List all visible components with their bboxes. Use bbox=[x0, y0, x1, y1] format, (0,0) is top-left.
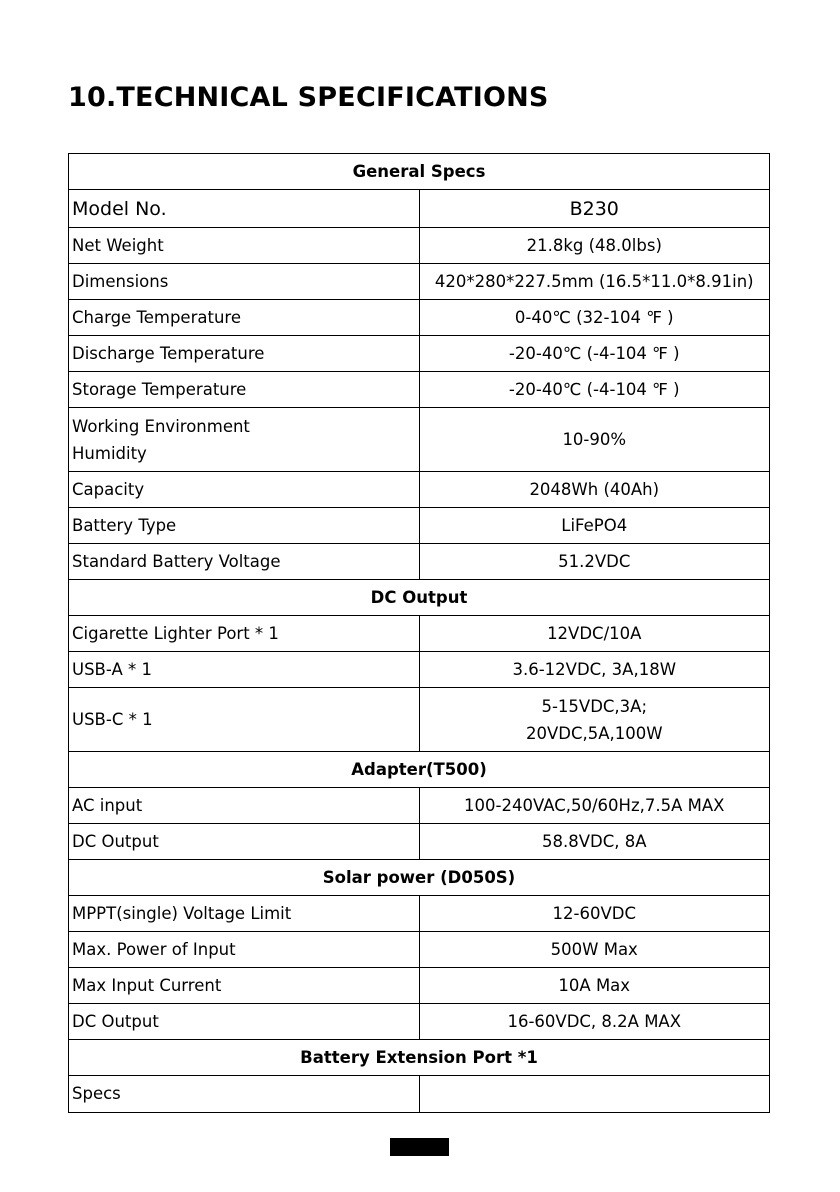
page-title: 10.TECHNICAL SPECIFICATIONS bbox=[68, 82, 549, 113]
section-header-row bbox=[69, 1040, 770, 1076]
specs-table-body bbox=[69, 154, 770, 1113]
spec-row bbox=[69, 824, 770, 860]
spec-label: Max Input Current bbox=[69, 968, 420, 1004]
spec-row bbox=[69, 788, 770, 824]
spec-value: 16-60VDC, 8.2A MAX bbox=[419, 1004, 770, 1040]
section-header-row bbox=[69, 580, 770, 616]
spec-label: DC Output bbox=[69, 1004, 420, 1040]
section-header-row bbox=[69, 154, 770, 190]
spec-label: Charge Temperature bbox=[69, 300, 420, 336]
spec-row bbox=[69, 616, 770, 652]
spec-label: USB-C * 1 bbox=[69, 688, 420, 752]
spec-row bbox=[69, 300, 770, 336]
spec-value: 12-60VDC bbox=[419, 896, 770, 932]
spec-label: Model No. bbox=[69, 190, 420, 228]
spec-row bbox=[69, 1004, 770, 1040]
section-header: General Specs bbox=[69, 154, 770, 190]
spec-row bbox=[69, 652, 770, 688]
spec-value: 420*280*227.5mm (16.5*11.0*8.91in) bbox=[419, 264, 770, 300]
specs-table bbox=[68, 153, 770, 1113]
spec-label: Battery Type bbox=[69, 508, 420, 544]
spec-label-line: Humidity bbox=[72, 443, 147, 463]
spec-value: 3.6-12VDC, 3A,18W bbox=[419, 652, 770, 688]
spec-row bbox=[69, 190, 770, 228]
spec-label: Storage Temperature bbox=[69, 372, 420, 408]
spec-row bbox=[69, 968, 770, 1004]
spec-value: LiFePO4 bbox=[419, 508, 770, 544]
spec-label: Max. Power of Input bbox=[69, 932, 420, 968]
spec-label: DC Output bbox=[69, 824, 420, 860]
spec-label: Cigarette Lighter Port * 1 bbox=[69, 616, 420, 652]
spec-row bbox=[69, 896, 770, 932]
spec-value: -20-40℃ (-4-104 ℉ ) bbox=[419, 336, 770, 372]
spec-label: MPPT(single) Voltage Limit bbox=[69, 896, 420, 932]
spec-value: 2048Wh (40Ah) bbox=[419, 472, 770, 508]
section-header: Adapter(T500) bbox=[69, 752, 770, 788]
spec-row bbox=[69, 264, 770, 300]
spec-row bbox=[69, 544, 770, 580]
spec-value: 21.8kg (48.0lbs) bbox=[419, 228, 770, 264]
spec-row bbox=[69, 508, 770, 544]
spec-value: 10A Max bbox=[419, 968, 770, 1004]
spec-row bbox=[69, 228, 770, 264]
section-header-row bbox=[69, 860, 770, 896]
spec-label: Standard Battery Voltage bbox=[69, 544, 420, 580]
spec-value bbox=[419, 688, 770, 752]
spec-row bbox=[69, 336, 770, 372]
spec-label-line: Working Environment bbox=[72, 416, 250, 436]
spec-value: 58.8VDC, 8A bbox=[419, 824, 770, 860]
spec-row bbox=[69, 472, 770, 508]
spec-value: 12VDC/10A bbox=[419, 616, 770, 652]
spec-value: 51.2VDC bbox=[419, 544, 770, 580]
spec-value: 100-240VAC,50/60Hz,7.5A MAX bbox=[419, 788, 770, 824]
section-header: Battery Extension Port *1 bbox=[69, 1040, 770, 1076]
spec-value: B230 bbox=[419, 190, 770, 228]
spec-label: Discharge Temperature bbox=[69, 336, 420, 372]
section-header-row bbox=[69, 752, 770, 788]
spec-row bbox=[69, 688, 770, 752]
spec-label bbox=[69, 408, 420, 472]
spec-row bbox=[69, 372, 770, 408]
spec-value-line: 20VDC,5A,100W bbox=[525, 723, 663, 743]
spec-label: Capacity bbox=[69, 472, 420, 508]
spec-label: USB-A * 1 bbox=[69, 652, 420, 688]
spec-value: 0-40℃ (32-104 ℉ ) bbox=[419, 300, 770, 336]
spec-row bbox=[69, 1076, 770, 1113]
spec-value: 10-90% bbox=[419, 408, 770, 472]
spec-label: Specs bbox=[69, 1076, 420, 1113]
spec-value-line: 5-15VDC,3A; bbox=[541, 696, 648, 716]
page-number-badge bbox=[390, 1138, 449, 1156]
spec-row bbox=[69, 408, 770, 472]
spec-value: -20-40℃ (-4-104 ℉ ) bbox=[419, 372, 770, 408]
section-header: DC Output bbox=[69, 580, 770, 616]
spec-label: AC input bbox=[69, 788, 420, 824]
spec-row bbox=[69, 932, 770, 968]
spec-label: Net Weight bbox=[69, 228, 420, 264]
spec-label: Dimensions bbox=[69, 264, 420, 300]
section-header: Solar power (D050S) bbox=[69, 860, 770, 896]
spec-value bbox=[419, 1076, 770, 1113]
spec-value: 500W Max bbox=[419, 932, 770, 968]
